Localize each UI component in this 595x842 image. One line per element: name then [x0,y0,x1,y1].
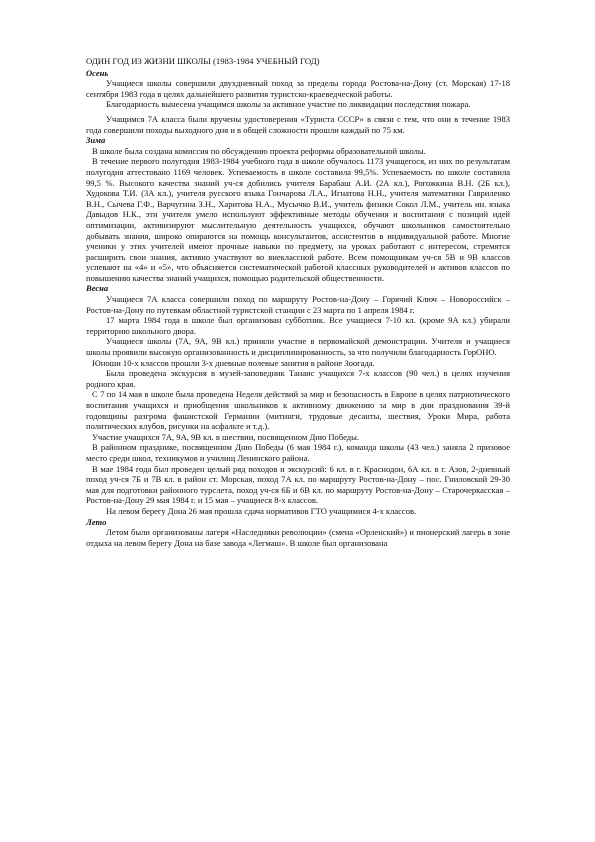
paragraph: Благодарность вынесена учащимся школы за активное участие по ликвидации последствия пожара. [106,99,471,110]
paragraph: Летом были организованы лагеря «Наследники революции» (смена «Орленский») и пионерский лагерь в зоне отдыха на левом берегу Дона на базе завода «Легмаш». В школе был организована [86,527,510,548]
section-heading-autumn: Осень [86,67,109,78]
section-heading-winter: Зима [86,135,106,146]
paragraph: С 7 по 14 мая в школе была проведена Неделя действий за мир и безопасность в Европе в целях патриотического воспитания учащихся и приобщения школьников к активному движению за мир в дни празднования 39-й годовщины разгрома фашистской Германии (митинги, трудовые десанты, шествия, Уроки Мира, работа политических клубов, рисунки на асфальте и т.д.). [86,389,510,432]
paragraph: В школе была создана комиссия по обсуждению проекта реформы образовательной школы. [92,145,426,156]
paragraph: Учащимся 7А класса были вручены удостоверения «Туриста СССР» в связи с тем, что они в течение 1983 года совершили походы выходного дня и в общей сложности прошли каждый по 75 км. [86,113,510,135]
paragraph: Была проведена экскурсия в музей-заповедник Танаис учащихся 7-х классов (90 чел.) в целях изучения родного края. [86,368,510,389]
paragraph: Учащиеся школы (7А, 9А, 9В кл.) приняли участие в первомайской демонстрации. Учителя и учащиеся школы проявили высокую организованность и дисциплинированность, за что получили благодарность ГорОНО. [86,336,510,358]
document-page [86,56,510,548]
paragraph: 17 марта 1984 года в школе был организован субботник. Все учащиеся 7-10 кл. (кроме 9А кл.) убирали территорию школьного двора. [86,315,510,336]
section-heading-spring: Весна [86,283,109,294]
paragraph: В районном празднике, посвященном Дню Победы (6 мая 1984 г.), команда школы (43 чел.) заняла 2 призовое место среди школ, техникумов и училищ Ленинского района. [86,442,510,463]
paragraph: В течение первого полугодия 1983-1984 учебного года в школе обучалось 1173 учащегося, из них по результатам полугодия аттестовано 1169 человек. Успеваемость в школе составила 99,5%. Успеваемость по школе составила 99,5 %. Высокого качества знаний уч-ся добились учителя Барабаш А.И. (2А кл.), Рогожкина В.Н. (2Б кл.), Худокова Т.И. (3А кл.), учителя русского языка Гончарова Л.А., Игнатова Н.Н., учителя математики Гавриленко В.Н., Сычева Г.Ф., Варчугина З.Н., Харитова Н.А., Мусычко В.И., учитель физики Сокол Л.М., учитель ин. языка Давыдов Н.К., эти учителя умело используют эффективные методы обучения и воспитания с позиций идей оптимизации, активизируют мыслительную деятельность учащихся, обучают школьников самостоятельно добывать знания, широко опираются на помощь консультантов, ассистентов в индивидуальной работе. Многие ученики у этих учителей имеют прочные навыки по предмету, на уроках работают с интересом, стремятся расширить свои знания, активно участвуют во внеклассной работе. Всем помощникам уч-ся 5В и 9В классов успевают на «4» и «5», что объясняется систематической работой классных руководителей и активов классов по повышению качества знаний учащихся, помощью родительской общественности. [86,156,510,283]
paragraph: Учащиеся 7А класса совершили поход по маршруту Ростов-на-Дону – Горячий Ключ – Новороссийск – Ростов-на-Дону по путевкам областной туристской станции с 23 марта по 1 апреля 1984 г. [86,294,510,315]
section-heading-summer: Лето [86,516,107,527]
paragraph: Учащиеся школы совершили двухдневный поход за пределы города Ростова-на-Дону (ст. Морская) 17-18 сентября 1983 года в целях дальнейшего развития туристско-краеведческой работы. [86,78,510,99]
paragraph: На левом берегу Дона 26 мая прошла сдача нормативов ГТО учащимися 4-х классов. [106,505,417,516]
paragraph: В мае 1984 года был проведен целый ряд походов и экскурсий: 6 кл. в г. Краснодон, 6А кл. в г. Азов, 2-дневный поход уч-ся 7Б и 7В кл. в район ст. Морская, поход 7А кл. по маршруту Ростов-на-Дону – пос. Гниловской 29-30 мая для подготовки районного турслета, поход уч-ся 6Б и 6В кл. по маршруту Ростов-на-Дону – Старочеркасская – Ростов-на-Дону 29 мая 1984 г. и 15 мая – учащиеся 8-х классов. [86,463,510,506]
paragraph: Юноши 10-х классов прошли 3-х дневные полевые занятия в районе Зоогада. [92,357,375,368]
paragraph: Участие учащихся 7А, 9А, 9В кл. в шествии, посвященном Дню Победы. [92,431,359,442]
document-title: ОДИН ГОД ИЗ ЖИЗНИ ШКОЛЫ (1983-1984 УЧЕБНЫЙ ГОД) [86,56,320,66]
